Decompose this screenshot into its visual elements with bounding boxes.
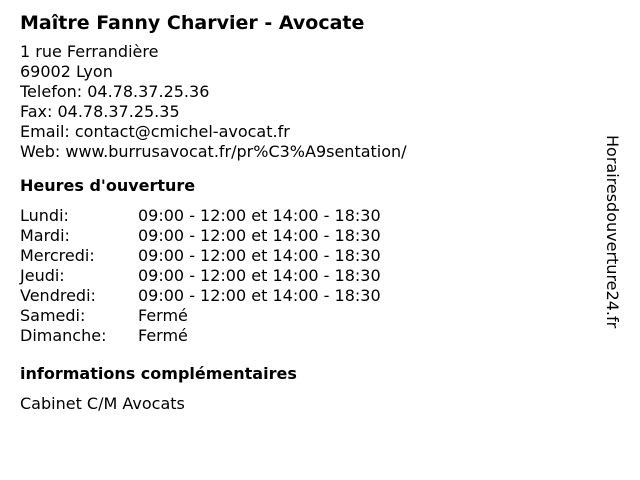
day-hours: Fermé [138, 326, 188, 345]
hours-row-tuesday [20, 226, 600, 246]
day-label: Mercredi: [20, 246, 95, 265]
page-title: Maître Fanny Charvier - Avocate [20, 12, 365, 34]
day-hours: 09:00 - 12:00 et 14:00 - 18:30 [138, 286, 381, 305]
opening-hours-table [20, 206, 600, 346]
address-line-2: 69002 Lyon [20, 62, 113, 81]
additional-info-heading: informations complémentaires [20, 364, 297, 383]
hours-row-wednesday [20, 246, 600, 266]
opening-hours-heading: Heures d'ouverture [20, 176, 196, 195]
day-hours: Fermé [138, 306, 188, 325]
day-label: Samedi: [20, 306, 86, 325]
day-label: Lundi: [20, 206, 69, 225]
business-card [20, 10, 600, 414]
additional-info-text: Cabinet C/M Avocats [20, 394, 185, 413]
address-line-1: 1 rue Ferrandière [20, 42, 159, 61]
hours-row-thursday [20, 266, 600, 286]
day-label: Jeudi: [20, 266, 65, 285]
email-line: Email: contact@cmichel-avocat.fr [20, 122, 290, 141]
day-hours: 09:00 - 12:00 et 14:00 - 18:30 [138, 226, 381, 245]
day-label: Mardi: [20, 226, 70, 245]
hours-row-monday [20, 206, 600, 226]
contact-block [20, 42, 600, 162]
day-label: Dimanche: [20, 326, 107, 345]
hours-row-sunday [20, 326, 600, 346]
day-hours: 09:00 - 12:00 et 14:00 - 18:30 [138, 266, 381, 285]
fax-line: Fax: 04.78.37.25.35 [20, 102, 180, 121]
hours-row-saturday [20, 306, 600, 326]
site-brand-vertical: Horairesdouverture24.fr [603, 135, 622, 329]
web-line: Web: www.burrusavocat.fr/pr%C3%A9sentation/ [20, 142, 407, 161]
hours-row-friday [20, 286, 600, 306]
phone-line: Telefon: 04.78.37.25.36 [20, 82, 210, 101]
day-hours: 09:00 - 12:00 et 14:00 - 18:30 [138, 206, 381, 225]
day-hours: 09:00 - 12:00 et 14:00 - 18:30 [138, 246, 381, 265]
day-label: Vendredi: [20, 286, 96, 305]
